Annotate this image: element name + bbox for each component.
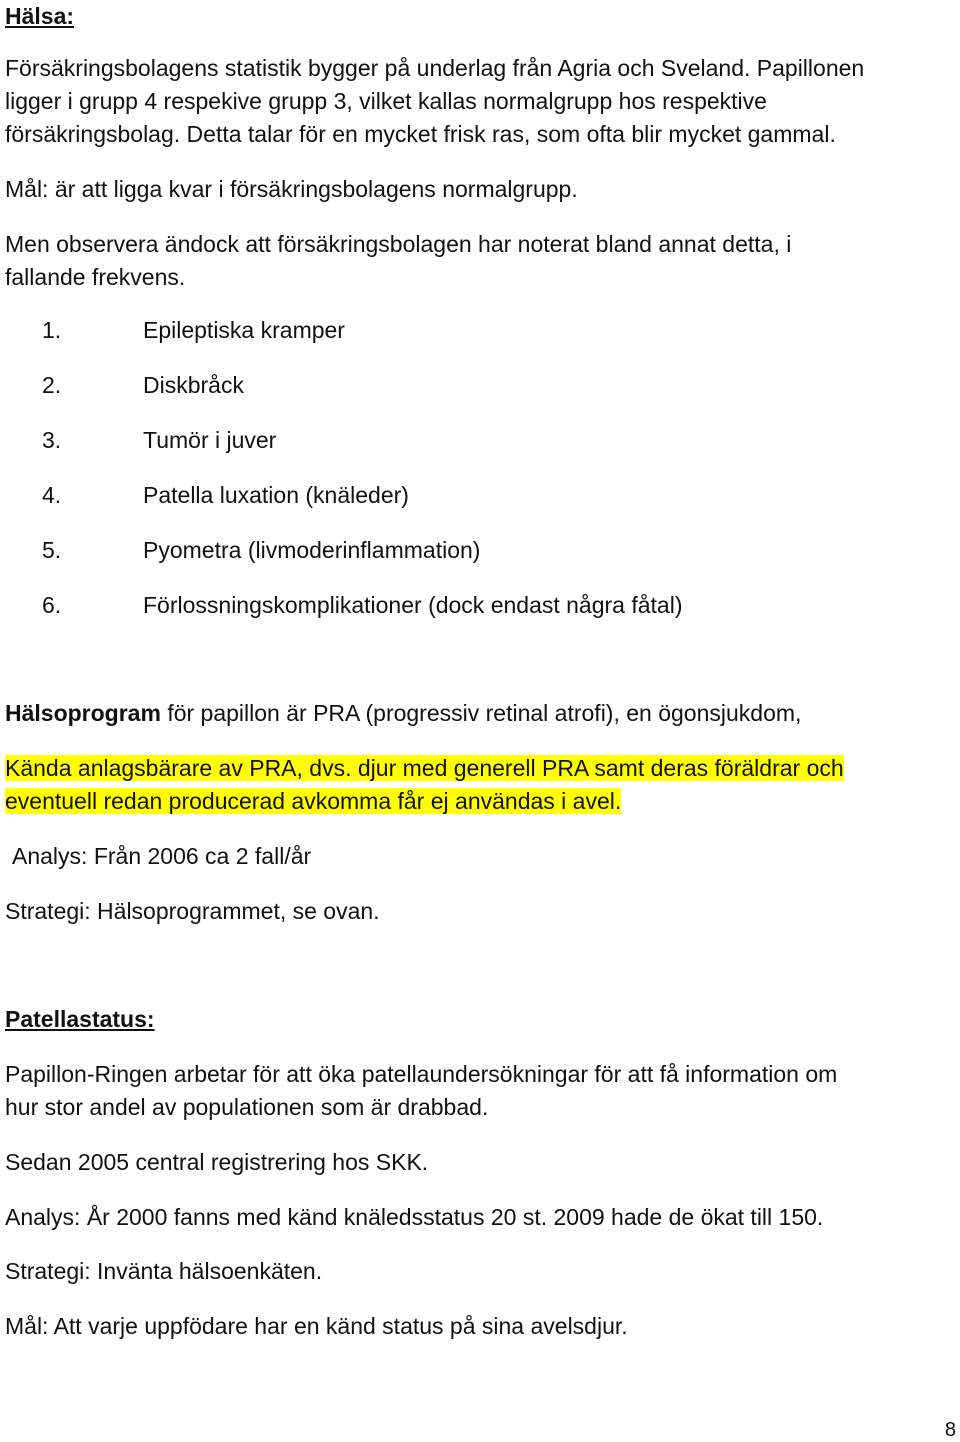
- health-program-line: [5, 697, 801, 729]
- patella-since: Sedan 2005 central registrering hos SKK.: [5, 1149, 429, 1175]
- list-item-text: Epileptiska kramper: [143, 317, 345, 343]
- carriers-text-2: eventuell redan producerad avkomma får ej användas i avel.: [5, 788, 622, 814]
- page-number: 8: [944, 1419, 956, 1441]
- halsa-intro-line-2: ligger i grupp 4 respekive grupp 3, vilket kallas normalgrupp hos respektive: [5, 88, 767, 114]
- halsa-observe-line-2: fallande frekvens.: [5, 264, 186, 290]
- list-item-number: 2.: [42, 372, 62, 398]
- list-item-text: Patella luxation (knäleder): [143, 482, 409, 508]
- patella-strategy: Strategi: Invänta hälsoenkäten.: [5, 1258, 323, 1284]
- health-program-text: för papillon är PRA (progressiv retinal atrofi), en ögonsjukdom,: [160, 700, 802, 726]
- patella-goal: Mål: Att varje uppfödare har en känd status på sina avelsdjur.: [5, 1313, 628, 1339]
- list-item-number: 3.: [42, 427, 62, 453]
- halsa-intro-line-1: Försäkringsbolagens statistik bygger på underlag från Agria och Sveland. Papillonen: [5, 55, 865, 81]
- halsa-intro-line-3: försäkringsbolag. Detta talar för en mycket frisk ras, som ofta blir mycket gammal.: [5, 121, 836, 147]
- halsa-strategy: Strategi: Hälsoprogrammet, se ovan.: [5, 898, 380, 924]
- patella-heading: Patellastatus:: [5, 1006, 155, 1032]
- list-item-text: Förlossningskomplikationer (dock endast några fåtal): [143, 592, 683, 618]
- halsa-analysis: Analys: Från 2006 ca 2 fall/år: [12, 843, 312, 869]
- list-item-text: Diskbråck: [143, 372, 244, 398]
- list-item-text: Pyometra (livmoderinflammation): [143, 537, 481, 563]
- list-item-number: 6.: [42, 592, 62, 618]
- patella-analysis: Analys: År 2000 fanns med känd knäledsstatus 20 st. 2009 hade de ökat till 150.: [5, 1204, 824, 1230]
- halsa-observe-line-1: Men observera ändock att försäkringsbolagen har noterat bland annat detta, i: [5, 231, 792, 257]
- halsa-goal: Mål: är att ligga kvar i försäkringsbolagens normalgrupp.: [5, 176, 578, 202]
- halsa-heading: Hälsa:: [5, 3, 75, 29]
- list-item-number: 5.: [42, 537, 62, 563]
- list-item-text: Tumör i juver: [143, 427, 277, 453]
- carriers-line-2: [5, 785, 621, 817]
- health-program-label: Hälsoprogram: [5, 700, 161, 726]
- list-item-number: 1.: [42, 317, 62, 343]
- carriers-text-1: Kända anlagsbärare av PRA, dvs. djur med generell PRA samt deras föräldrar och: [5, 755, 844, 781]
- list-item-number: 4.: [42, 482, 62, 508]
- patella-intro-line-1: Papillon-Ringen arbetar för att öka patellaundersökningar för att få information om: [5, 1061, 838, 1087]
- carriers-line-1: [5, 752, 844, 784]
- patella-intro-line-2: hur stor andel av populationen som är drabbad.: [5, 1094, 489, 1120]
